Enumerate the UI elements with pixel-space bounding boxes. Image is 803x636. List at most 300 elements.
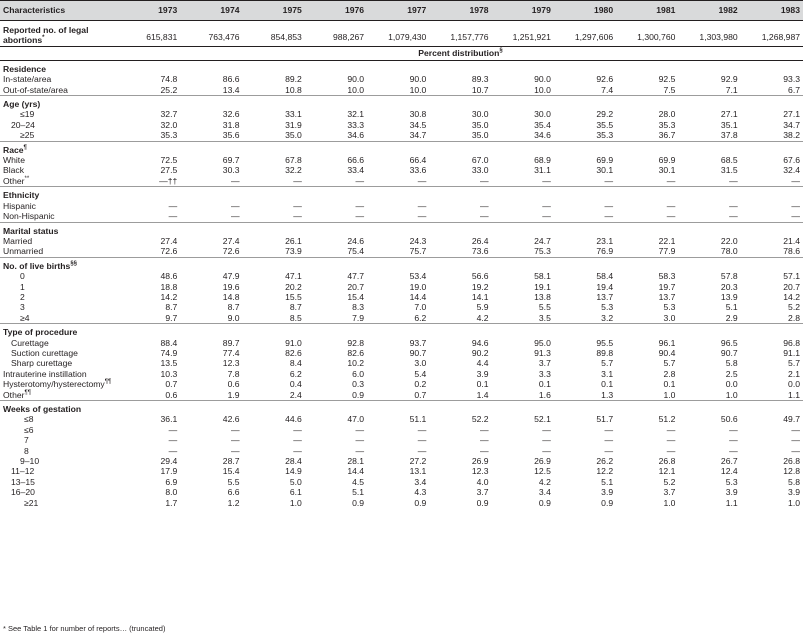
row-label-text: ≤8 <box>24 414 34 425</box>
table-cell: 82.6 <box>285 347 302 358</box>
table-cell: 7.5 <box>663 84 676 95</box>
table-cell: 3.9 <box>476 368 489 379</box>
table-cell: 20.3 <box>720 281 738 292</box>
table-cell: 76.9 <box>596 246 614 257</box>
table-cell: 14.8 <box>222 291 240 302</box>
header-row <box>0 1 803 21</box>
table-row <box>0 155 803 165</box>
table-cell: 5.4 <box>414 368 427 379</box>
row-label <box>0 379 118 389</box>
table-cell: 32.1 <box>347 109 365 120</box>
table-cell: 15.5 <box>285 291 302 302</box>
table-cell: 3.7 <box>663 487 676 498</box>
table-cell: 77.9 <box>658 246 676 257</box>
table-cell: 26.8 <box>783 456 800 467</box>
blank-cell <box>0 46 118 60</box>
table-cell: 35.5 <box>596 119 614 130</box>
table-cell: 10.0 <box>534 84 551 95</box>
table-cell: 35.1 <box>720 119 738 130</box>
column-header-year: 1974 <box>180 1 242 21</box>
row-label <box>0 201 118 211</box>
table-cell: 34.7 <box>783 119 800 130</box>
table-cell: 23.1 <box>596 235 614 246</box>
table-cell: — <box>480 175 489 186</box>
table-cell: — <box>230 445 240 456</box>
table-cell: 854,853 <box>270 32 302 43</box>
table-cell: — <box>293 175 302 186</box>
table-cell: — <box>791 175 800 186</box>
table-cell: 8.0 <box>165 487 178 498</box>
table-cell: 6.2 <box>289 368 302 379</box>
table-cell: — <box>791 200 800 211</box>
table-cell: 32.4 <box>783 165 800 176</box>
table-cell: 53.4 <box>409 271 427 282</box>
table-cell: 33.6 <box>409 165 427 176</box>
table-cell: 75.7 <box>409 246 427 257</box>
table-row <box>0 302 803 312</box>
table-cell: — <box>729 435 738 446</box>
table-cell: — <box>666 175 676 186</box>
table-cell: 5.3 <box>663 302 676 313</box>
table-cell: 90.7 <box>720 347 738 358</box>
table-cell: 75.4 <box>347 246 365 257</box>
table-cell: — <box>666 211 676 222</box>
table-cell: 1.7 <box>165 497 178 508</box>
table-cell: 68.9 <box>534 155 551 166</box>
table-cell: 0.6 <box>227 379 240 390</box>
table-cell: 20.2 <box>285 281 302 292</box>
table-row <box>0 456 803 466</box>
table-cell: 0.0 <box>725 379 738 390</box>
table-cell: 51.2 <box>658 414 676 425</box>
table-row <box>0 338 803 348</box>
table-row <box>0 85 803 96</box>
table-cell: 12.1 <box>658 466 676 477</box>
table-cell: 20.7 <box>347 281 365 292</box>
table-cell: — <box>604 445 614 456</box>
row-label <box>0 120 118 130</box>
table-cell: 74.9 <box>160 347 178 358</box>
table-cell: 0.7 <box>165 379 178 390</box>
table-cell: 35.6 <box>222 130 240 141</box>
footnote-marker: ¶¶ <box>104 379 112 386</box>
table-cell: 28.1 <box>347 456 365 467</box>
table-cell: 1,303,980 <box>699 32 738 43</box>
percent-distribution-row <box>0 46 803 60</box>
table-cell: — <box>604 211 614 222</box>
table-cell: 0.7 <box>414 389 427 400</box>
section-heading-row <box>0 401 803 415</box>
table-cell: 6.2 <box>414 312 427 323</box>
table-cell: 27.1 <box>720 109 738 120</box>
table-row <box>0 165 803 175</box>
table-cell: 5.3 <box>725 476 738 487</box>
table-cell: — <box>417 435 427 446</box>
table-cell: 0.9 <box>352 497 365 508</box>
percent-distribution-label <box>118 46 803 60</box>
table-cell: 1.9 <box>227 389 240 400</box>
table-cell: — <box>293 445 302 456</box>
table-cell: 8.4 <box>289 358 302 369</box>
table-cell: 31.1 <box>534 165 551 176</box>
row-label-text: Unmarried <box>3 246 44 257</box>
table-row <box>0 446 803 456</box>
table-cell: 96.5 <box>720 337 738 348</box>
table-cell: 12.2 <box>596 466 614 477</box>
row-label-text: 8 <box>24 445 29 456</box>
row-label <box>0 292 118 302</box>
table-cell: 91.1 <box>783 347 800 358</box>
table-cell: — <box>542 175 551 186</box>
table-cell: — <box>293 211 302 222</box>
table-cell: 7.9 <box>352 312 365 323</box>
table-row <box>0 498 803 508</box>
table-cell: — <box>666 445 676 456</box>
row-label-text: ≥25 <box>20 130 35 141</box>
row-label <box>0 21 118 47</box>
table-cell: 21.4 <box>783 235 800 246</box>
table-cell: 7.4 <box>601 84 614 95</box>
table-cell: 93.7 <box>409 337 427 348</box>
table-cell: 4.2 <box>538 476 551 487</box>
row-label <box>0 236 118 246</box>
row-label-text: Intrauterine instillation <box>3 368 87 379</box>
footnote-marker: ¶ <box>23 144 27 151</box>
table-cell: 5.1 <box>725 302 738 313</box>
table-cell: 615,831 <box>146 32 178 43</box>
table-cell: 89.2 <box>285 74 302 85</box>
table-cell: 5.8 <box>788 476 800 487</box>
section-heading-text: No. of live births <box>3 260 71 271</box>
table-cell: 19.6 <box>222 281 240 292</box>
table-cell: 12.5 <box>534 466 551 477</box>
table-cell: 96.8 <box>783 337 800 348</box>
section-heading-row <box>0 257 803 271</box>
row-label <box>0 211 118 222</box>
table-row <box>0 435 803 445</box>
table-row <box>0 477 803 487</box>
table-cell: 2.8 <box>788 312 800 323</box>
table-cell: —†† <box>159 175 178 186</box>
table-cell: 8.5 <box>289 312 302 323</box>
table-cell: 72.6 <box>160 246 178 257</box>
table-cell: — <box>230 200 240 211</box>
row-label <box>0 487 118 497</box>
row-label <box>0 246 118 257</box>
row-label-text: 2 <box>20 291 25 302</box>
table-cell: — <box>168 445 178 456</box>
column-header-year: 1977 <box>367 1 429 21</box>
section-heading-text: Residence <box>3 63 46 74</box>
table-cell: 50.6 <box>720 414 738 425</box>
table-cell: 13.1 <box>409 466 427 477</box>
table-cell: 93.3 <box>783 74 800 85</box>
table-cell: 0.1 <box>601 379 614 390</box>
table-cell: 36.1 <box>160 414 178 425</box>
table-cell: 89.7 <box>222 337 240 348</box>
table-cell: 3.5 <box>538 312 551 323</box>
row-label <box>0 74 118 84</box>
row-label <box>0 456 118 466</box>
table-cell: 27.1 <box>783 109 800 120</box>
table-cell: 26.8 <box>658 456 676 467</box>
table-cell: 20.7 <box>783 281 800 292</box>
table-cell: — <box>729 200 738 211</box>
table-cell: 1.1 <box>788 389 800 400</box>
table-cell: 0.9 <box>538 497 551 508</box>
table-cell: 26.4 <box>471 235 489 246</box>
section-heading-text: Weeks of gestation <box>3 404 82 414</box>
table-cell: 38.2 <box>783 130 800 141</box>
table-cell: 26.9 <box>471 456 489 467</box>
table-cell: 57.8 <box>720 271 738 282</box>
column-header-year: 1973 <box>118 1 180 21</box>
table-cell: 3.4 <box>538 487 551 498</box>
table-cell: — <box>168 424 178 435</box>
table-cell: 89.8 <box>596 347 614 358</box>
table-row <box>0 313 803 324</box>
section-heading <box>0 96 803 110</box>
table-cell: 35.3 <box>160 130 178 141</box>
row-label-text: Other <box>3 175 25 186</box>
table-cell: — <box>417 211 427 222</box>
table-cell: 13.5 <box>160 358 178 369</box>
table-cell: 3.1 <box>601 368 614 379</box>
table-cell: 35.0 <box>471 130 489 141</box>
row-label <box>0 271 118 281</box>
table-cell: 91.3 <box>534 347 551 358</box>
table-cell: — <box>604 175 614 186</box>
table-cell: — <box>168 211 178 222</box>
table-cell: 24.6 <box>347 235 365 246</box>
table-cell: 27.4 <box>222 235 240 246</box>
table-cell: 5.2 <box>788 302 800 313</box>
table-cell: 66.6 <box>347 155 365 166</box>
row-label <box>0 358 118 368</box>
table-cell: 1.1 <box>725 497 738 508</box>
table-cell: 14.1 <box>471 291 489 302</box>
table-cell: 91.0 <box>285 337 302 348</box>
table-cell: — <box>293 200 302 211</box>
table-row <box>0 201 803 211</box>
table-row <box>0 176 803 187</box>
table-cell: 5.0 <box>289 476 302 487</box>
table-cell: 57.1 <box>783 271 800 282</box>
row-label-text: ≥21 <box>24 497 39 508</box>
table-cell: — <box>666 424 676 435</box>
column-header-year: 1981 <box>616 1 678 21</box>
row-label <box>0 369 118 379</box>
table-cell: 35.4 <box>534 119 551 130</box>
table-cell: 3.9 <box>788 487 800 498</box>
table-cell: — <box>666 200 676 211</box>
table-cell: — <box>791 445 800 456</box>
table-cell: 29.4 <box>160 456 178 467</box>
table-cell: 19.2 <box>471 281 489 292</box>
table-cell: 56.6 <box>471 271 489 282</box>
table-cell: 27.2 <box>409 456 427 467</box>
table-cell: 31.9 <box>285 119 302 130</box>
table-cell: 14.4 <box>409 291 427 302</box>
table-cell: 42.6 <box>222 414 240 425</box>
table-cell: 47.0 <box>347 414 365 425</box>
row-label-text: ≤19 <box>20 109 35 120</box>
table-cell: 35.3 <box>596 130 614 141</box>
row-label <box>0 85 118 96</box>
row-label <box>0 477 118 487</box>
table-cell: 1.0 <box>663 389 676 400</box>
table-cell: 3.4 <box>414 476 427 487</box>
row-label-text: Out-of-state/area <box>3 84 68 95</box>
table-cell: 3.7 <box>476 487 489 498</box>
table-row <box>0 236 803 246</box>
table-cell: — <box>480 200 489 211</box>
table-row <box>0 348 803 358</box>
table-cell: 37.8 <box>720 130 738 141</box>
table-cell: — <box>355 424 365 435</box>
table-cell: — <box>542 211 551 222</box>
table-row <box>0 414 803 424</box>
table-cell: 12.3 <box>222 358 240 369</box>
table-cell: 18.8 <box>160 281 178 292</box>
table-cell: 33.0 <box>471 165 489 176</box>
table-cell: 13.7 <box>596 291 614 302</box>
table-cell: 33.3 <box>347 119 365 130</box>
table-cell: 17.9 <box>160 466 178 477</box>
table-cell: — <box>791 211 800 222</box>
table-cell: 0.4 <box>289 379 302 390</box>
table-cell: — <box>355 175 365 186</box>
table-cell: 92.5 <box>658 74 676 85</box>
column-header-characteristics: Characteristics <box>0 1 118 21</box>
row-label-text: 11–12 <box>11 466 35 477</box>
table-cell: 26.9 <box>534 456 551 467</box>
row-label <box>0 282 118 292</box>
table-cell: 0.6 <box>165 389 178 400</box>
table-cell: 15.4 <box>222 466 240 477</box>
table-cell: 92.9 <box>720 74 738 85</box>
table-cell: 0.3 <box>352 379 365 390</box>
section-heading-text: Type of procedure <box>3 327 78 338</box>
table-cell: 90.4 <box>658 347 676 358</box>
table-cell: 5.1 <box>352 487 365 498</box>
table-cell: 26.2 <box>596 456 614 467</box>
row-label <box>0 155 118 165</box>
table-cell: 47.9 <box>222 271 240 282</box>
table-cell: — <box>542 200 551 211</box>
table-cell: 51.7 <box>596 414 614 425</box>
table-row <box>0 425 803 435</box>
footnote-marker: § <box>499 48 503 55</box>
table-cell: 31.5 <box>720 165 738 176</box>
row-label <box>0 348 118 358</box>
row-label-text: ≤6 <box>24 424 34 435</box>
table-cell: 58.3 <box>658 271 676 282</box>
table-cell: 5.7 <box>663 358 676 369</box>
table-cell: 28.7 <box>222 456 240 467</box>
table-cell: — <box>604 424 614 435</box>
table-cell: — <box>480 435 489 446</box>
table-cell: 67.6 <box>783 155 800 166</box>
table-cell: 1.6 <box>538 389 551 400</box>
table-cell: — <box>355 445 365 456</box>
table-cell: 5.5 <box>227 476 240 487</box>
table-row <box>0 130 803 141</box>
table-cell: 4.4 <box>476 358 489 369</box>
table-cell: 1,157,776 <box>450 32 489 43</box>
table-cell: 6.9 <box>165 476 178 487</box>
table-cell: 15.4 <box>347 291 365 302</box>
section-heading-row <box>0 60 803 74</box>
table-cell: 6.1 <box>289 487 302 498</box>
table-cell: 90.0 <box>534 74 551 85</box>
table-cell: 25.2 <box>160 84 178 95</box>
table-cell: 77.4 <box>222 347 240 358</box>
footnote-marker: ¶¶ <box>24 389 31 396</box>
table-cell: 9.7 <box>165 312 178 323</box>
section-heading-text: Ethnicity <box>3 190 40 201</box>
table-cell: — <box>230 211 240 222</box>
table-cell: 10.0 <box>347 84 365 95</box>
table-cell: — <box>293 424 302 435</box>
table-cell: — <box>417 200 427 211</box>
column-header-year: 1980 <box>554 1 616 21</box>
section-heading <box>0 187 803 201</box>
table-cell: 19.1 <box>534 281 551 292</box>
section-heading-row <box>0 96 803 110</box>
table-cell: 27.5 <box>160 165 178 176</box>
table-cell: 30.0 <box>471 109 489 120</box>
table-cell: — <box>604 435 614 446</box>
table-cell: 1,268,987 <box>761 32 800 43</box>
table-cell: 8.7 <box>165 302 178 313</box>
table-cell: 0.2 <box>414 379 427 390</box>
table-cell: 2.4 <box>289 389 302 400</box>
table-row <box>0 120 803 130</box>
table-cell: 763,476 <box>208 32 240 43</box>
section-heading-row <box>0 187 803 201</box>
table-cell: 1.4 <box>476 389 489 400</box>
table-cell: 1.0 <box>663 497 676 508</box>
row-label-text: In-state/area <box>3 74 52 85</box>
section-heading <box>0 257 803 271</box>
table-cell: 24.7 <box>534 235 551 246</box>
table-cell: 86.6 <box>222 74 240 85</box>
table-cell: 30.1 <box>658 165 676 176</box>
table-cell: 66.4 <box>409 155 427 166</box>
row-label-text: Sharp curettage <box>11 358 73 369</box>
table-cell: 0.1 <box>538 379 551 390</box>
table-cell: 69.9 <box>596 155 614 166</box>
table-cell: 35.0 <box>471 119 489 130</box>
table-row <box>0 369 803 379</box>
section-heading-row <box>0 324 803 338</box>
table-cell: 9.0 <box>227 312 240 323</box>
table-cell: 7.0 <box>414 302 427 313</box>
table-cell: 2.1 <box>788 368 800 379</box>
table-cell: 14.2 <box>783 291 800 302</box>
table-cell: 32.2 <box>285 165 302 176</box>
table-cell: 36.7 <box>658 130 676 141</box>
table-cell: — <box>230 424 240 435</box>
table-row <box>0 271 803 281</box>
table-cell: 24.3 <box>409 235 427 246</box>
table-row <box>0 379 803 389</box>
row-label <box>0 338 118 348</box>
row-label <box>0 130 118 141</box>
table-cell: 0.9 <box>414 497 427 508</box>
table-cell: 0.9 <box>352 389 365 400</box>
